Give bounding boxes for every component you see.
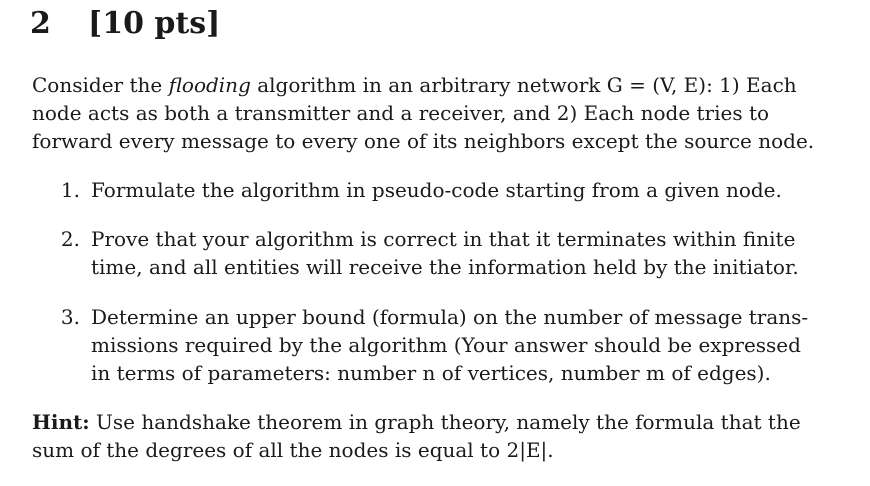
problem-points-bracket-close: ] [206, 6, 221, 41]
problem-points-bracket-open: [ [88, 6, 103, 41]
item-1-label: 1. [60, 178, 80, 202]
intro-text: Consider the [32, 73, 169, 97]
item-3-line-1: Determine an upper bound (formula) on the number of message trans- [91, 305, 809, 329]
problem-number: 2 [30, 6, 51, 41]
item-2-label: 2. [60, 227, 80, 251]
hint-line-2: sum of the degrees of all the nodes is equal to 2|E|. [32, 438, 554, 462]
intro-line-1 [32, 72, 797, 98]
intro-line-3: forward every message to every one of its neighbors except the source node. [32, 129, 815, 153]
problem-points: 10 pts [102, 6, 207, 41]
item-3-line-2: missions required by the algorithm (Your answer should be expressed [91, 333, 801, 357]
intro-text: algorithm in an arbitrary network G = (V, E): 1) Each [250, 73, 797, 97]
hint-text: Use handshake theorem in graph theory, namely the formula that the [89, 410, 801, 434]
item-2-line-1: Prove that your algorithm is correct in that it terminates within finite [91, 227, 796, 251]
item-1-line-1: Formulate the algorithm in pseudo-code starting from a given node. [91, 178, 782, 202]
item-3-label: 3. [60, 305, 80, 329]
item-2-line-2: time, and all entities will receive the information held by the initiator. [91, 255, 799, 279]
flooding-emphasis: flooding [168, 73, 251, 97]
intro-line-2: node acts as both a transmitter and a receiver, and 2) Each node tries to [32, 101, 770, 125]
item-3-line-3: in terms of parameters: number n of vertices, number m of edges). [91, 361, 771, 385]
hint-label: Hint: [32, 410, 90, 434]
hint-line-1 [32, 409, 801, 435]
problem-heading [30, 6, 220, 41]
